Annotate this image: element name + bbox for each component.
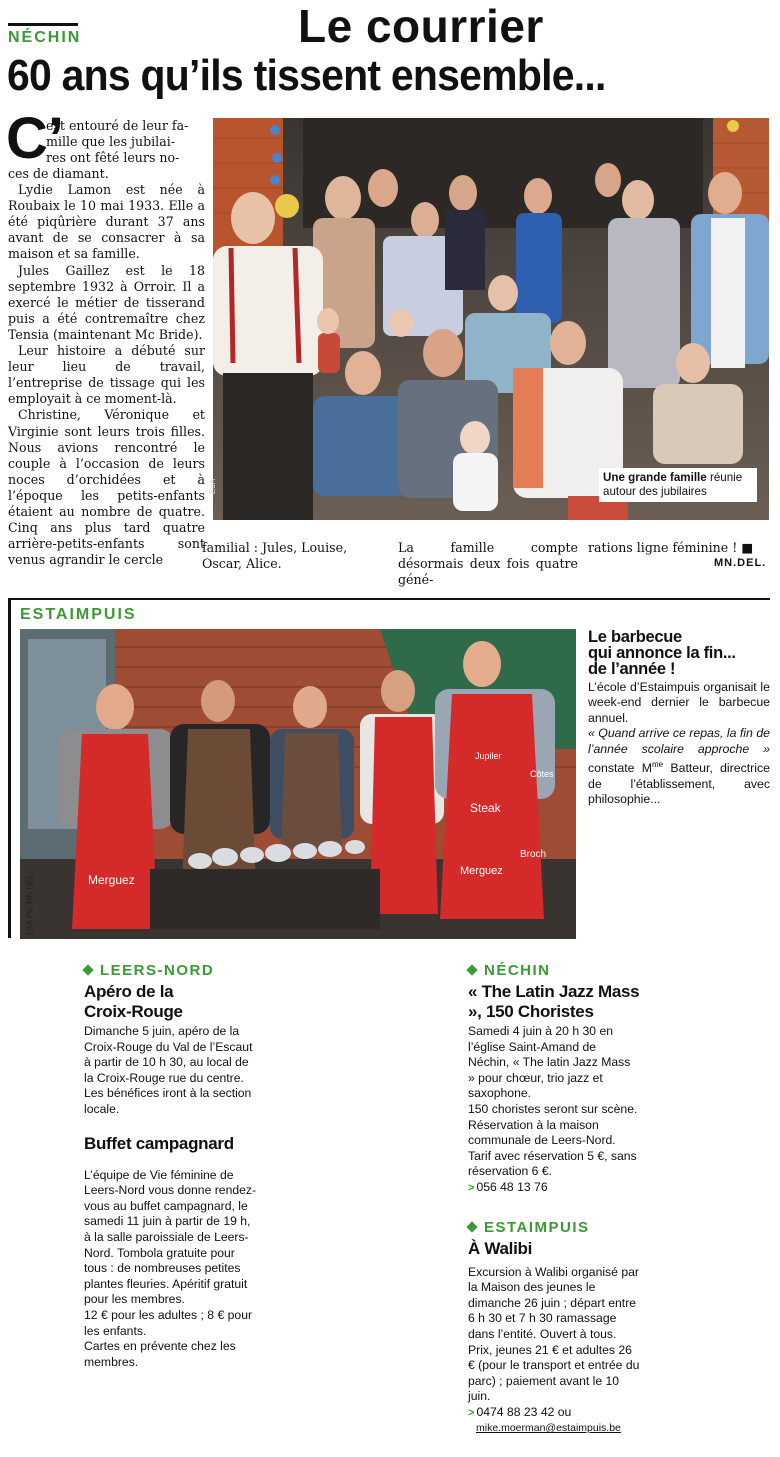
briefs-left-kicker: LEERS-NORD [100, 962, 215, 979]
article2-sup: me [652, 760, 664, 770]
family-photo-credit: EdA [208, 478, 218, 495]
first-line-2: mille que les jubilai- [46, 134, 175, 150]
article1-p5: Christine, Véronique et Virginie sont leurs trois filles. Nous avions rencontré le couple à l’occasion de leurs noces d’orchidées et à l’époque les petits-enfants étaient au nombre de quatre. Cinq ans plus tard quatre arrière-petits-enfants sont venus agrandir le cercle [8, 407, 205, 568]
barbecue-photo-credit: EdA Ph. MN.DEL. [25, 871, 35, 936]
article2-intro: L’école d’Estaimpuis organisait le week-end dernier le barbecue annuel. [588, 680, 770, 725]
first-line-1: est entouré de leur fa- [46, 118, 189, 133]
article2-quote: « Quand arrive ce repas, la fin de l’année scolaire approche » [588, 726, 770, 756]
article1-body [6, 106, 205, 568]
article1-p2: Lydie Lamon est née à Roubaix le 10 mai 1933. Elle a été piqûrière durant 37 ans avant de se consacrer à sa maison et sa famille. [8, 182, 205, 262]
apron-text-5: Côtes [530, 769, 554, 779]
article1-col3: La famille compte désormais deux fois quatre géné- [398, 540, 578, 588]
caption-bold: Une grande famille [603, 471, 707, 484]
article2-side-rule [8, 598, 11, 938]
brief-walibi-phone[interactable]: 0474 88 23 42 ou [476, 1404, 572, 1419]
brief-jazz-text2: 150 choristes seront sur scène. [468, 1101, 638, 1116]
article2-after-quote: constate M [588, 761, 653, 776]
briefs-left [84, 962, 260, 1370]
apron-text-3: Merguez [460, 865, 503, 877]
briefs-right [468, 962, 640, 1437]
barbecue-photo-illustration [20, 629, 576, 939]
family-photo [208, 118, 769, 520]
first-line-3: res ont fêté leurs no- [46, 150, 180, 166]
article1-headline: 60 ans qu’ils tissent ensemble... [7, 51, 606, 100]
article2-after-sup: Batteur, directrice de l’établissement, avec philosophie... [588, 761, 770, 806]
arrow-icon: > [468, 1406, 475, 1419]
brief-jazz-phone[interactable]: 056 48 13 76 [476, 1179, 548, 1194]
briefs-right-kicker1: NÉCHIN [484, 962, 551, 979]
dropcap: C’ [6, 106, 64, 171]
briefs-right-kicker2: ESTAIMPUIS [484, 1218, 590, 1236]
article1-signature: MN.DEL. [714, 557, 767, 569]
brief-buffet-text: L’équipe de Vie féminine de Leers-Nord vous donne rendez-vous au buffet campagnard, le samedi 11 juin à partir de 19 h, à la salle paroissiale de Leers-Nord. Tombola gratuite pour tous : de nombreuses petites plantes fleuries. Apéritif gratuit pour les membres. [84, 1167, 257, 1307]
brief-buffet-title: Buffet campagnard [84, 1133, 234, 1153]
barbecue-photo [20, 629, 576, 939]
article2-headline-line2: qui annonce la fin... [588, 644, 736, 662]
apron-text-1: Merguez [88, 873, 135, 887]
article2-kicker: ESTAIMPUIS [20, 606, 137, 623]
apron-text-2: Steak [470, 801, 501, 815]
article1-kicker: NÉCHIN [8, 29, 82, 46]
diamond-icon [466, 964, 477, 975]
brief-walibi-email[interactable]: mike.moerman@estaimpuis.be [476, 1422, 621, 1435]
article1-p3: Jules Gaillez est le 18 septembre 1932 à Orroir. Il a exercé le métier de tisserand puis a été contremaître chez Tensia (maintenant Mc Bride). [8, 262, 205, 342]
brief-jazz-text3: Réservation à la maison communale de Leers-Nord. Tarif avec réservation 5 €, sans réservation 6 €. [468, 1117, 637, 1179]
article2-headline [588, 629, 736, 677]
brief-buffet-prices: 12 € pour les adultes ; 8 € pour les enfants. [84, 1307, 253, 1338]
arrow-icon: > [468, 1181, 475, 1194]
article1-col2: familial : Jules, Louise, Oscar, Alice. [202, 540, 348, 572]
briefs-right-kicker1-row [468, 962, 640, 979]
kicker-rule [8, 23, 78, 26]
brief-walibi-phone-row [468, 1405, 640, 1422]
caption-rest: réunie autour des jubilaires [603, 471, 743, 498]
brief-jazz-phone-row [468, 1180, 640, 1197]
brief-jazz-title: « The Latin Jazz Mass », 150 Choristes [468, 982, 640, 1021]
kicker-rule-2 [8, 598, 770, 600]
brief-apero-text: Dimanche 5 juin, apéro de la Croix-Rouge du Val de l’Escaut à partir de 10 h 30, au local de la Croix-Rouge rue du centre. Les bénéfices iront à la section locale. [84, 1024, 253, 1116]
family-photo-illustration [213, 118, 769, 520]
article2-headline-line1: Le barbecue [588, 628, 682, 646]
apron-text-4: Broch [520, 849, 547, 860]
apron-text-6: Jupiler [475, 751, 502, 761]
article2-body [588, 680, 770, 807]
brief-buffet-end: Cartes en prévente chez les membres. [84, 1339, 236, 1369]
brief-walibi-title: À Walibi [468, 1238, 533, 1258]
brief-jazz-text1: Samedi 4 juin à 20 h 30 en l’église Saint-Amand de Néchin, « The latin Jazz Mass » pour chœur, trio jazz et saxophone. [468, 1024, 631, 1101]
brief-apero-title: Apéro de la Croix-Rouge [84, 982, 183, 1021]
diamond-icon [82, 964, 93, 975]
briefs-right-kicker2-row [468, 1219, 640, 1236]
masthead: Le courrier [298, 0, 544, 52]
briefs-left-kicker-row [84, 962, 260, 979]
article1-p4: Leur histoire a débuté sur leur lieu de travail, l’entreprise de tissage qui les employait à ce moment-là. [8, 343, 205, 407]
article1-p1: ces de diamant. [8, 166, 109, 181]
family-photo-caption [599, 468, 757, 502]
diamond-icon [466, 1221, 477, 1232]
article2-headline-line3: de l’année ! [588, 660, 676, 678]
brief-walibi-text: Excursion à Walibi organisé par la Maison des jeunes le dimanche 26 juin ; départ entre 6 h 30 et 7 h 30 ramassage dans l’entité. Ouvert à tous. Prix, jeunes 21 € et adultes 26 € (pour le transport et entrée du parc) ; paiement avant le 10 juin. [468, 1264, 640, 1404]
article1-col4: rations ligne féminine ! ■ [588, 540, 754, 555]
